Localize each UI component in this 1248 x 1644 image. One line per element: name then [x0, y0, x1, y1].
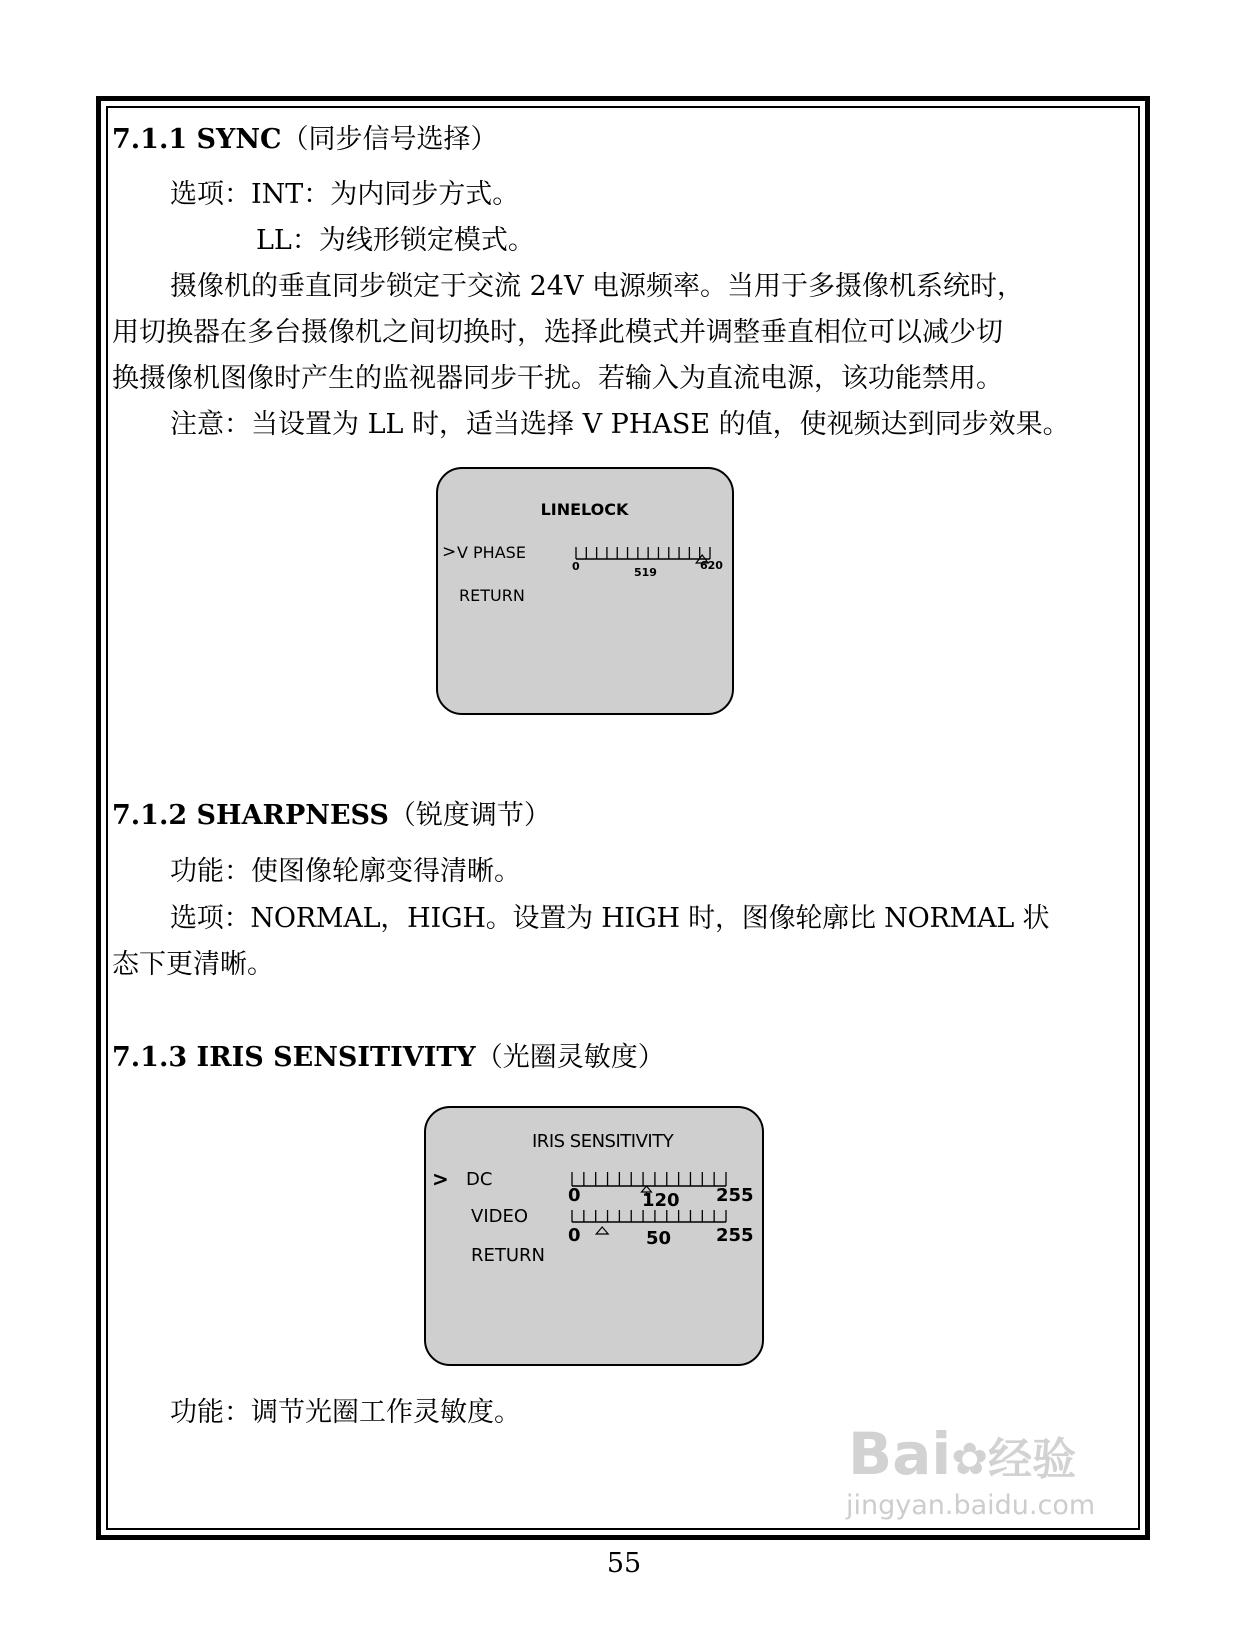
- watermark-url: jingyan.baidu.com: [846, 1490, 1096, 1521]
- function-line: 功能：调节光圈工作灵敏度。: [170, 1397, 521, 1428]
- osd-cursor: >: [442, 542, 457, 562]
- heading-cn-text: （同步信号选择）: [281, 124, 498, 155]
- option-line: 选项：NORMAL，HIGH。设置为 HIGH 时，图像轮廓比 NORMAL 状: [170, 903, 1050, 934]
- heading-text: 7.1.2 SHARPNESS: [112, 800, 389, 831]
- video-marker: [596, 1227, 608, 1234]
- osd-cursor: >: [432, 1167, 449, 1191]
- paragraph-line: 换摄像机图像时产生的监视器同步干扰。若输入为直流电源，该功能禁用。: [112, 363, 1003, 394]
- v-phase-scale: [574, 541, 714, 565]
- heading-cn-text: （锐度调节）: [388, 800, 551, 831]
- option-line-int: [170, 179, 519, 211]
- osd-item-video: VIDEO: [471, 1206, 529, 1227]
- osd-title: LINELOCK: [540, 500, 629, 519]
- heading-text: 7.1.1 SYNC: [112, 124, 282, 155]
- osd-item-return: RETURN: [459, 586, 525, 605]
- heading-text: 7.1.3 IRIS SENSITIVITY: [112, 1042, 476, 1073]
- section-heading-sync: [112, 124, 498, 156]
- osd-item-return: RETURN: [471, 1245, 546, 1266]
- video-value-label: 50: [646, 1228, 672, 1249]
- section-heading-sharpness: [112, 800, 551, 832]
- scale-min-label: 0: [572, 560, 580, 573]
- option-line-cont: 态下更清晰。: [112, 949, 274, 980]
- note-line: 注意：当设置为 LL 时，适当选择 V PHASE 的值，使视频达到同步效果。: [170, 409, 1070, 440]
- osd-screen-iris: [424, 1106, 764, 1366]
- scale-max-label: 620: [700, 559, 723, 572]
- page-number: 55: [606, 1548, 642, 1579]
- function-line: 功能：使图像轮廓变得清晰。: [170, 856, 521, 887]
- heading-cn-text: （光圈灵敏度）: [475, 1042, 665, 1073]
- option-label: 选项：: [170, 179, 251, 210]
- paragraph-line: 摄像机的垂直同步锁定于交流 24V 电源频率。当用于多摄像机系统时，: [170, 271, 1025, 302]
- osd-title: IRIS SENSITIVITY: [532, 1131, 674, 1152]
- watermark-brand: Bai: [848, 1420, 952, 1488]
- baidu-logo-watermark: [848, 1420, 1076, 1488]
- watermark-brand-cn: 经验: [988, 1434, 1077, 1485]
- osd-item-v-phase: V PHASE: [457, 543, 526, 562]
- dc-max-label: 255: [716, 1185, 754, 1206]
- option-int-text: INT：为内同步方式。: [251, 179, 520, 210]
- section-heading-iris: [112, 1042, 665, 1074]
- video-max-label: 255: [716, 1225, 754, 1246]
- osd-item-dc: DC: [466, 1169, 493, 1190]
- paw-icon: ✿: [951, 1434, 989, 1485]
- dc-min-label: 0: [568, 1185, 581, 1206]
- paragraph-line: 用切换器在多台摄像机之间切换时，选择此模式并调整垂直相位可以减少切: [112, 317, 1003, 348]
- scale-value-label: 519: [634, 566, 657, 579]
- dc-value-label: 120: [642, 1190, 680, 1211]
- option-line-ll: LL：为线形锁定模式。: [256, 225, 535, 256]
- osd-screen-linelock: [436, 467, 734, 715]
- video-min-label: 0: [568, 1225, 581, 1246]
